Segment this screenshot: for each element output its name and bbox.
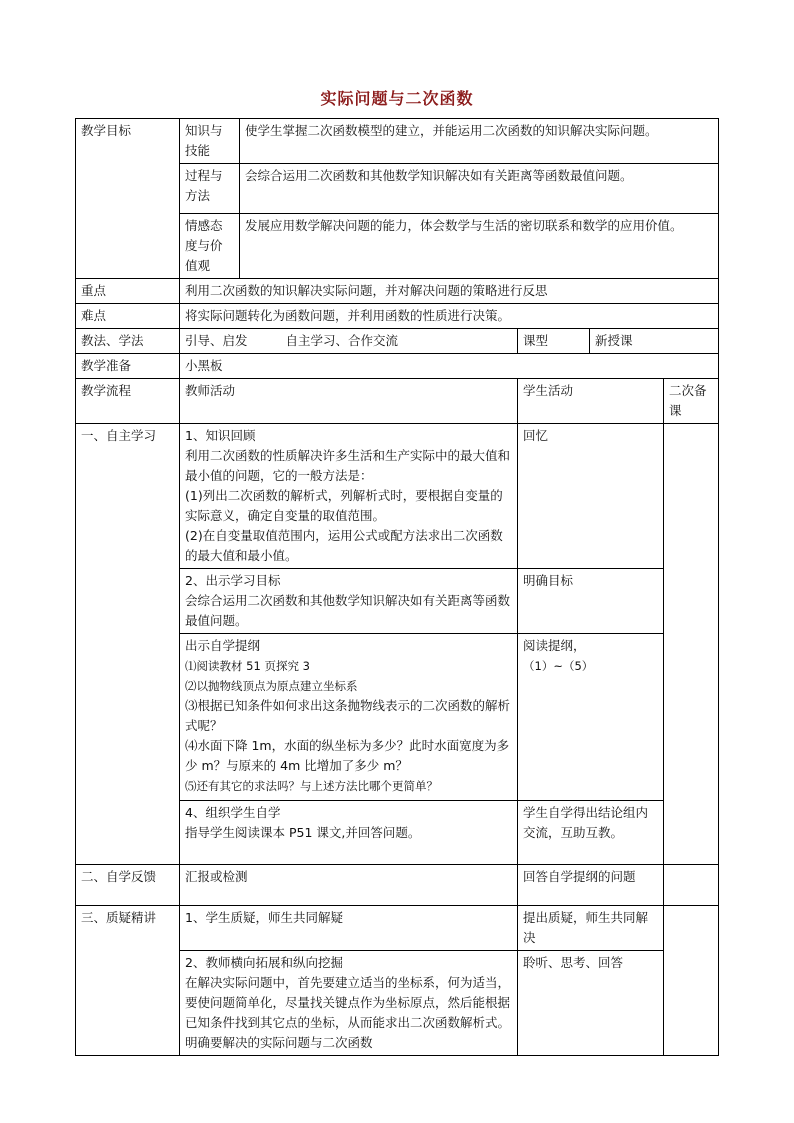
section-questioning-label: 三、质疑精讲 (76, 906, 180, 1056)
flow-row-questioning (76, 906, 719, 951)
feedback-teacher-cell: 汇报或检测 (180, 865, 518, 906)
extension-teacher-cell (180, 951, 518, 1056)
review-student-cell: 回忆 (518, 424, 664, 569)
outline-question-1: ⑴阅读教材 51 页探究 3 (185, 659, 310, 673)
second-prep-cell-2 (664, 865, 719, 906)
self-study-teacher-cell (180, 801, 518, 865)
self-study-para: 指导学生阅读课本 P51 课文,并回答问题。 (185, 825, 421, 840)
key-point-row (76, 279, 719, 304)
objectives-para: 会综合运用二次函数和其他数学知识解决如有关距离等函数最值问题。 (185, 593, 511, 628)
goals-label: 教学目标 (76, 119, 180, 279)
key-point-label: 重点 (76, 279, 180, 304)
key-point-text: 利用二次函数的知识解决实际问题，并对解决问题的策略进行反思 (180, 279, 719, 304)
flow-header-row (76, 379, 719, 424)
review-para-3: (2)在自变量取值范围内，运用公式或配方法求出二次函数的最大值和最小值。 (185, 528, 503, 563)
outline-question-3: ⑶根据已知条件如何求出这条抛物线表示的二次函数的解析式呢？ (185, 698, 511, 733)
goal-row-knowledge (76, 119, 719, 164)
outline-student-line-2: （1）~（5） (523, 659, 594, 673)
method-learning: 自主学习、合作交流 (285, 333, 399, 348)
document-title: 实际问题与二次函数 (320, 89, 474, 108)
course-type-value: 新授课 (590, 329, 719, 354)
review-para-2: (1)列出二次函数的解析式，列解析式时，要根据自变量的实际意义，确定自变量的取值范围。 (185, 488, 503, 523)
section-feedback-label: 二、自学反馈 (76, 865, 180, 906)
flow-row-review (76, 424, 719, 569)
difficulty-label: 难点 (76, 304, 180, 329)
extension-para: 在解决实际问题中，首先要建立适当的坐标系，何为适当，要使问题简单化，尽量找关键点作为坐标原点，然后能根据已知条件找到其它点的坐标，从而能求出二次函数解析式。明确要解决的实际问题与二次函数 (185, 975, 511, 1050)
preparation-row (76, 354, 719, 379)
flow-header-second-prep: 二次备课 (664, 379, 719, 424)
section-self-study-label: 一、自主学习 (76, 424, 180, 865)
flow-header-student: 学生活动 (518, 379, 664, 424)
lesson-plan-table (75, 118, 719, 1056)
method-teaching: 引导、启发 (185, 333, 248, 348)
questioning-teacher-cell: 1、学生质疑，师生共同解疑 (180, 906, 518, 951)
flow-header-flow: 教学流程 (76, 379, 180, 424)
outline-student-line-1: 阅读提纲， (523, 638, 586, 653)
review-teacher-cell (180, 424, 518, 569)
flow-header-teacher: 教师活动 (180, 379, 518, 424)
outline-title: 出示自学提纲 (185, 638, 261, 653)
goal-process-text: 会综合运用二次函数和其他数学知识解决如有关距离等函数最值问题。 (240, 164, 719, 214)
objectives-student-cell: 明确目标 (518, 569, 664, 634)
difficulty-text: 将实际问题转化为函数问题，并利用函数的性质进行决策。 (180, 304, 719, 329)
method-label: 教法、学法 (76, 329, 180, 354)
objectives-title: 2、出示学习目标 (185, 573, 281, 588)
outline-student-cell (518, 634, 664, 801)
self-study-title: 4、组织学生自学 (185, 805, 281, 820)
feedback-student-cell: 回答自学提纲的问题 (518, 865, 664, 906)
difficulty-row (76, 304, 719, 329)
questioning-student-cell: 提出质疑，师生共同解决 (518, 906, 664, 951)
flow-row-feedback (76, 865, 719, 906)
objectives-teacher-cell (180, 569, 518, 634)
outline-teacher-cell (180, 634, 518, 801)
goal-knowledge-label: 知识与技能 (180, 119, 240, 164)
outline-question-5: ⑸还有其它的求法吗？与上述方法比哪个更简单？ (185, 779, 438, 793)
goal-emotion-label: 情感态度与价值观 (180, 214, 240, 279)
self-study-student-cell: 学生自学得出结论组内交流，互助互教。 (518, 801, 664, 865)
extension-student-cell: 聆听、思考、回答 (518, 951, 664, 1056)
extension-title: 2、教师横向拓展和纵向挖掘 (185, 955, 343, 970)
method-row (76, 329, 719, 354)
outline-question-2: ⑵以抛物线顶点为原点建立坐标系 (185, 679, 358, 693)
course-type-label: 课型 (518, 329, 590, 354)
method-text (180, 329, 518, 354)
review-para-1: 利用二次函数的性质解决许多生活和生产实际中的最大值和最小值的问题，它的一般方法是： (185, 448, 511, 483)
review-title: 1、知识回顾 (185, 428, 256, 443)
goal-emotion-text: 发展应用数学解决问题的能力，体会数学与生活的密切联系和数学的应用价值。 (240, 214, 719, 279)
preparation-label: 教学准备 (76, 354, 180, 379)
outline-question-4: ⑷水面下降 1m，水面的纵坐标为多少？此时水面宽度为多少 m？与原来的 4m 比增加了多少 m？ (185, 738, 510, 773)
goal-process-label: 过程与方法 (180, 164, 240, 214)
second-prep-cell-1 (664, 424, 719, 865)
second-prep-cell-3 (664, 906, 719, 1056)
preparation-text: 小黑板 (180, 354, 719, 379)
goal-knowledge-text: 使学生掌握二次函数模型的建立，并能运用二次函数的知识解决实际问题。 (240, 119, 719, 164)
